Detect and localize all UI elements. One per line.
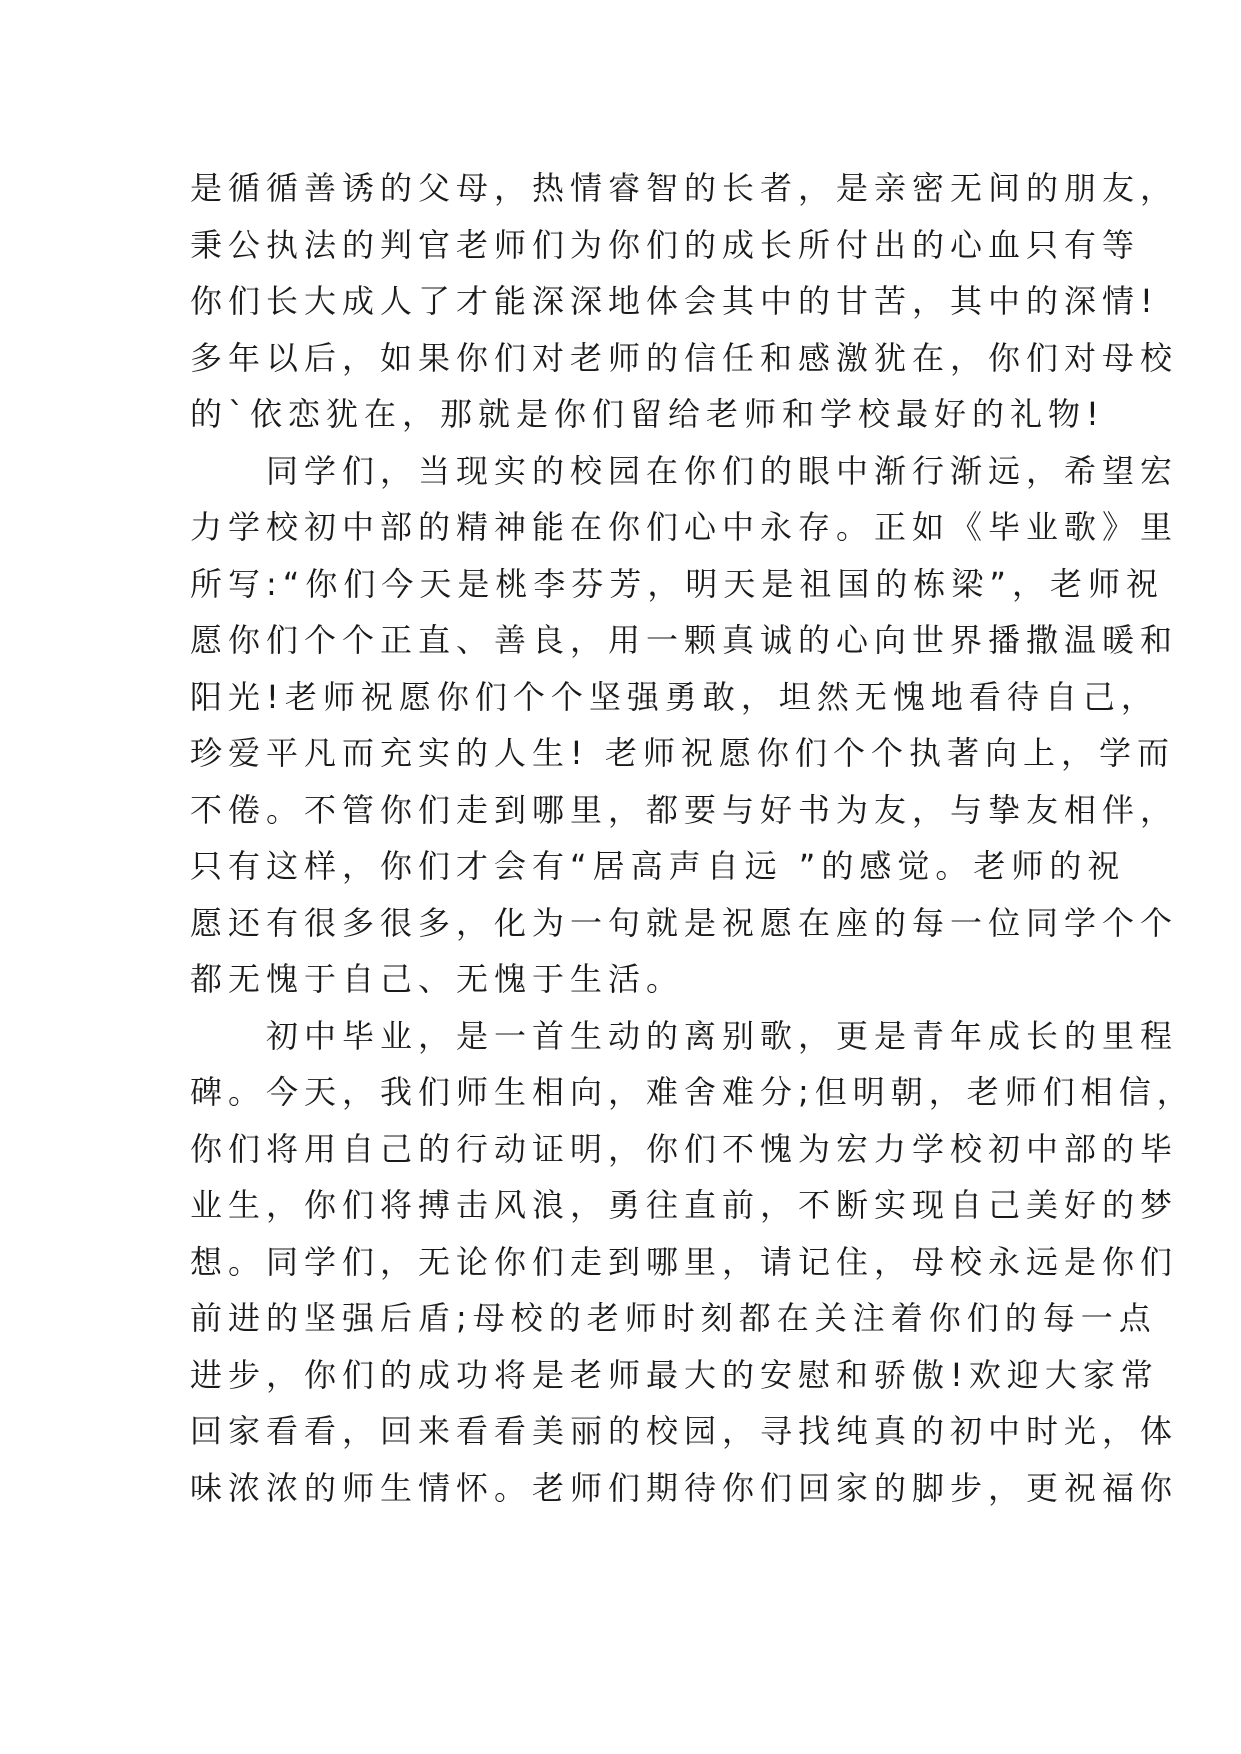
text-line: 是循循善诱的父母，热情睿智的长者，是亲密无间的朋友， [190,169,1179,207]
text-line: 同学们，当现实的校园在你们的眼中渐行渐远，希望宏 [190,451,1179,490]
text-line: 你们将用自己的行动证明，你们不愧为宏力学校初中部的毕 [190,1129,1179,1168]
text-line: 力学校初中部的精神能在你们心中永存。正如《毕业歌》里 [190,508,1179,546]
text-line: 回家看看，回来看看美丽的校园，寻找纯真的初中时光，体 [190,1412,1179,1450]
body-text [190,160,1195,1516]
text-line: 初中毕业，是一首生动的离别歌，更是青年成长的里程 [190,1016,1179,1055]
text-line: 愿你们个个正直、善良，用一颗真诚的心向世界播撒温暖和 [190,621,1179,659]
text-line: 都无愧于自己、无愧于生活。 [190,960,685,998]
text-line: 愿还有很多很多，化为一句就是祝愿在座的每一位同学个个 [190,903,1179,942]
text-line: 秉公执法的判官老师们为你们的成长所付出的心血只有等 [190,225,1141,264]
text-line: 多年以后，如果你们对老师的信任和感激犹在，你们对母校 [190,338,1179,377]
text-line: 业生，你们将搏击风浪，勇往直前，不断实现自己美好的梦 [190,1186,1179,1224]
text-line: 珍爱平凡而充实的人生! 老师祝愿你们个个执著向上，学而 [190,734,1176,772]
text-line: 味浓浓的师生情怀。老师们期待你们回家的脚步，更祝福你 [190,1468,1179,1507]
text-line: 前进的坚强后盾;母校的老师时刻都在关注着你们的每一点 [190,1299,1157,1337]
text-line: 的`依恋犹在，那就是你们留给老师和学校最好的礼物! [190,395,1105,433]
text-line: 阳光!老师祝愿你们个个坚强勇敢，坦然无愧地看待自己， [190,677,1159,716]
text-line: 不倦。不管你们走到哪里，都要与好书为友，与挚友相伴， [190,790,1179,829]
text-line: 所写:“你们今天是桃李芬芳，明天是祖国的栋梁”，老师祝 [190,564,1164,603]
text-line: 你们长大成人了才能深深地体会其中的甘苦，其中的深情! [190,282,1159,320]
text-line: 想。同学们，无论你们走到哪里，请记住，母校永远是你们 [190,1242,1179,1281]
text-line: 碑。今天，我们师生相向，难舍难分;但明朝，老师们相信， [190,1073,1195,1111]
text-line: 只有这样，你们才会有“居高声自远 ”的感觉。老师的祝 [190,847,1126,885]
text-line: 进步，你们的成功将是老师最大的安慰和骄傲!欢迎大家常 [190,1355,1159,1394]
